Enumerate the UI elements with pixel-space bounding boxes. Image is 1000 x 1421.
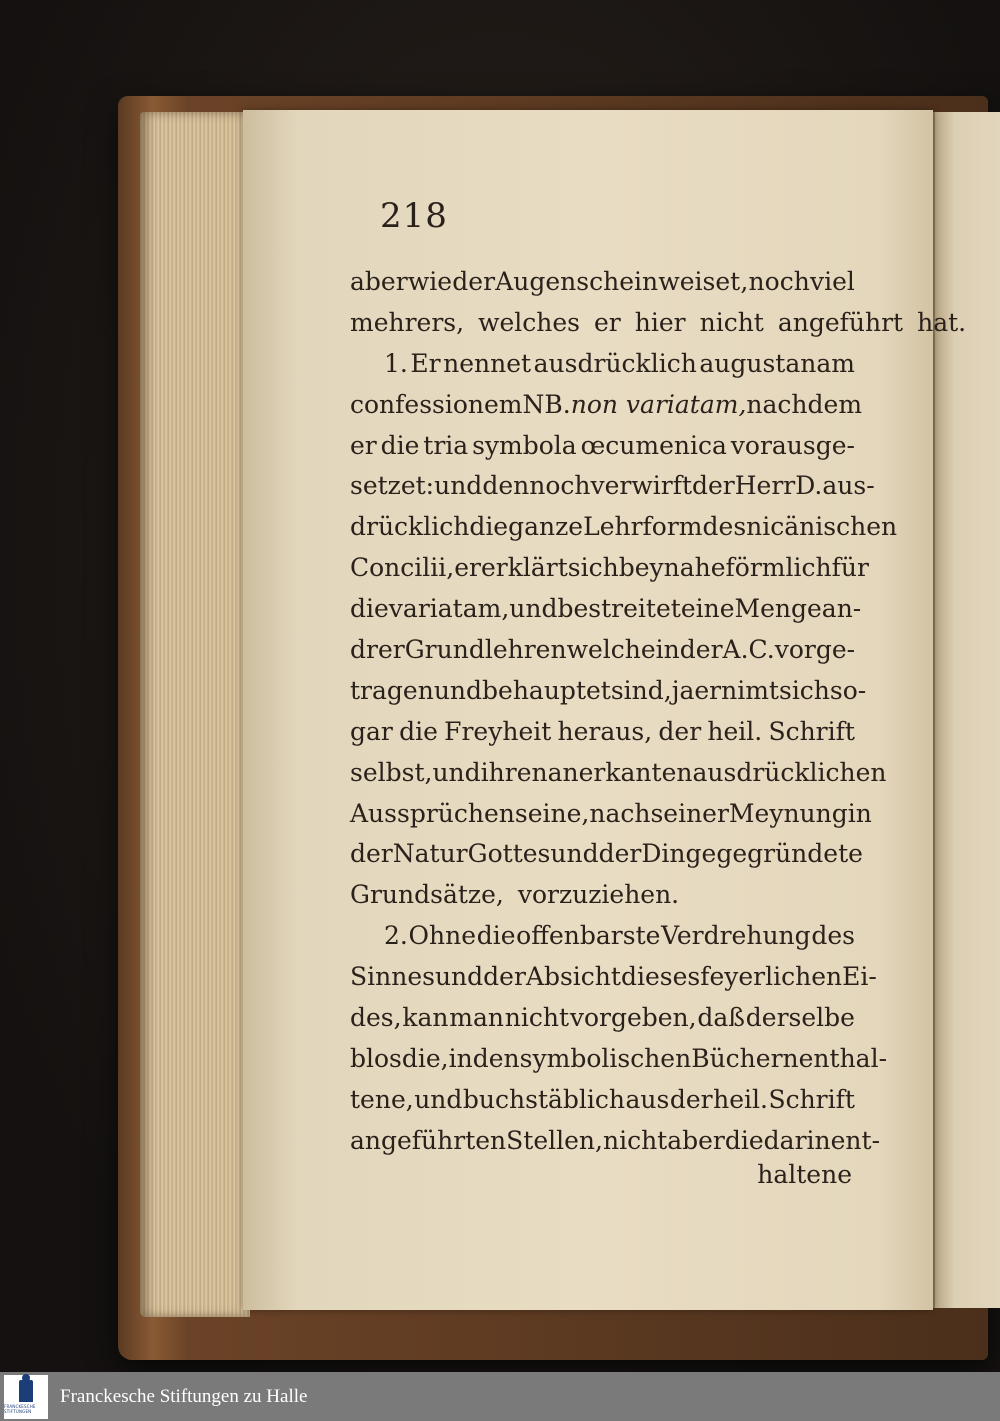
word: die: [399, 716, 438, 746]
logo-mark-icon: [19, 1380, 33, 1402]
word: aus: [625, 1084, 670, 1114]
word: confessionem: [350, 389, 523, 419]
word: vorausge-: [730, 430, 855, 460]
word: Dinge: [641, 839, 717, 869]
word: anerkanten: [547, 757, 693, 787]
text-line: [350, 834, 863, 875]
word: er: [454, 553, 481, 583]
word: Meynung: [728, 798, 848, 828]
word: tene,: [350, 1084, 414, 1114]
word: die,: [401, 1043, 449, 1073]
text-line: [350, 753, 887, 794]
word: und: [414, 1084, 463, 1114]
word: Ei-: [842, 962, 877, 992]
word: daß: [697, 1003, 745, 1033]
logo-text: FRANCKESCHE STIFTUNGEN: [4, 1403, 36, 1414]
word: bestreitet: [557, 594, 681, 624]
word: enthal-: [798, 1043, 888, 1073]
text-line: [350, 671, 867, 712]
word: feyerlichen: [700, 962, 843, 992]
word: nennet: [443, 348, 532, 378]
word: seine,: [514, 798, 590, 828]
word: der: [692, 471, 735, 501]
word: selbst,: [350, 757, 433, 787]
word: drücklich: [350, 512, 470, 542]
text-line: [350, 998, 855, 1039]
word: ausdrücklichen: [692, 757, 887, 787]
word: nicht: [602, 1125, 668, 1155]
word: seiner: [650, 798, 729, 828]
word: variatam,: [388, 594, 510, 624]
text-line: [350, 548, 869, 589]
word: der: [679, 635, 723, 665]
word: an-: [821, 594, 862, 624]
word: symbola: [472, 430, 577, 460]
text-line: [350, 385, 863, 426]
word: angeführt: [777, 307, 904, 337]
word: nimt: [721, 675, 779, 705]
word: nicht: [699, 307, 764, 337]
word: non variatam,: [570, 389, 747, 419]
word: heil.: [713, 1084, 768, 1114]
word: viel: [810, 267, 855, 296]
word: Aussprüchen: [350, 798, 515, 828]
word: die: [380, 430, 420, 460]
word: der: [658, 716, 702, 746]
word: derselbe: [745, 1003, 855, 1033]
word: heil.: [707, 716, 763, 746]
word: Natur: [392, 839, 468, 869]
word: 2.: [384, 921, 408, 951]
word: Herr: [734, 471, 796, 501]
word: des: [702, 512, 747, 542]
word: Lehrform: [583, 512, 703, 542]
word: Verdrehung: [661, 921, 811, 951]
word: nicänischen: [746, 512, 898, 542]
page-edges: [140, 112, 250, 1317]
word: die: [724, 1125, 764, 1155]
word: ihren: [480, 757, 548, 787]
text-line: [350, 1080, 855, 1121]
word: vorge-: [774, 635, 856, 665]
text-line: [350, 1121, 881, 1162]
word: sind,: [610, 675, 672, 705]
word: nachdem: [746, 389, 863, 419]
word: ja: [671, 675, 695, 705]
word: beynahe: [618, 553, 726, 583]
word: die: [476, 921, 516, 951]
word: Er: [410, 348, 441, 378]
word: er: [694, 675, 722, 705]
word: hier: [634, 307, 686, 337]
word: man: [449, 1003, 505, 1033]
word: in: [448, 1043, 473, 1073]
word: wie: [407, 267, 453, 296]
text-line: [350, 794, 872, 835]
word: mehrers,: [350, 307, 465, 337]
word: ausdrücklich: [533, 348, 697, 378]
word: Ohne: [408, 921, 477, 951]
word: dennoch: [482, 471, 591, 501]
word: nicht: [504, 1003, 570, 1033]
word: ganze: [508, 512, 584, 542]
text-line: [350, 426, 855, 467]
word: darin: [763, 1125, 831, 1155]
page-number: 218: [380, 196, 448, 236]
word: Freyheit: [444, 716, 552, 746]
word: welche: [566, 635, 656, 665]
word: angeführten: [350, 1125, 507, 1155]
text-line: [350, 630, 855, 671]
word: NB.: [522, 389, 571, 419]
word: für: [831, 553, 869, 583]
word: hat.: [917, 307, 967, 337]
word: nach: [589, 798, 651, 828]
facing-page-edge: [933, 112, 1000, 1308]
footer-bar: [0, 1372, 1000, 1421]
word: so-: [829, 675, 867, 705]
word: welches: [478, 307, 580, 337]
word: und: [550, 839, 599, 869]
word: offenbarste: [516, 921, 661, 951]
word: der: [669, 1084, 713, 1114]
word: die: [350, 594, 389, 624]
word: in: [655, 635, 680, 665]
word: Menge: [734, 594, 822, 624]
word: der: [350, 839, 393, 869]
word: er: [350, 430, 377, 460]
word: setzet:: [350, 471, 435, 501]
word: und: [433, 675, 483, 705]
word: vorzuziehen.: [517, 880, 680, 910]
word: 1.: [384, 348, 408, 378]
word: Concilii,: [350, 553, 455, 583]
text-line: [350, 916, 855, 957]
word: und: [434, 962, 484, 992]
word: der: [598, 839, 642, 869]
word: aber: [667, 1125, 725, 1155]
word: œcumenica: [580, 430, 727, 460]
word: Gottes: [467, 839, 551, 869]
catchword: haltene: [757, 1160, 852, 1189]
word: vorgeben,: [569, 1003, 697, 1033]
word: tria: [423, 430, 469, 460]
footer-title: Franckesche Stiftungen zu Halle: [60, 1385, 308, 1407]
word: und: [509, 594, 558, 624]
word: die: [469, 512, 509, 542]
word: förmlich: [725, 553, 832, 583]
word: ,: [740, 267, 749, 296]
text-line: [350, 1039, 888, 1080]
institution-logo[interactable]: [4, 1375, 48, 1419]
word: verwirft: [590, 471, 692, 501]
word: C.: [748, 635, 775, 665]
word: Stellen,: [506, 1125, 603, 1155]
word: blos: [350, 1043, 402, 1073]
word: Grundsätze,: [350, 880, 504, 910]
word: Grundlehren: [404, 635, 567, 665]
word: Sinnes: [350, 962, 435, 992]
word: aber: [350, 267, 408, 296]
word: des,: [350, 1003, 402, 1033]
word: symbolischen: [519, 1043, 692, 1073]
page-text-block: [350, 262, 967, 1162]
text-line: [350, 712, 855, 753]
word: gar: [350, 716, 393, 746]
word: eine: [680, 594, 735, 624]
word: Büchern: [691, 1043, 799, 1073]
word: augustanam: [699, 348, 855, 378]
word: dieses: [620, 962, 701, 992]
word: D.: [795, 471, 823, 501]
word: A.: [722, 635, 749, 665]
text-line: [350, 466, 875, 507]
word: des: [811, 921, 855, 951]
word: buchstäblich: [462, 1084, 625, 1114]
word: der: [483, 962, 526, 992]
word: weiset: [658, 267, 741, 296]
word: er: [594, 307, 621, 337]
word: drer: [350, 635, 405, 665]
word: kan: [402, 1003, 449, 1033]
text-line: [350, 957, 877, 998]
word: noch: [748, 267, 810, 296]
word: Absicht: [525, 962, 621, 992]
word: behauptet: [482, 675, 611, 705]
word: heraus,: [557, 716, 653, 746]
word: den: [472, 1043, 520, 1073]
text-line: [350, 875, 855, 916]
text-line: [350, 589, 862, 630]
text-line: [350, 262, 855, 303]
word: Schrift: [768, 1084, 855, 1114]
word: ent-: [830, 1125, 881, 1155]
word: und: [432, 757, 481, 787]
word: in: [847, 798, 872, 828]
word: und: [434, 471, 483, 501]
word: tragen: [350, 675, 434, 705]
word: der: [452, 267, 496, 296]
word: Schrift: [768, 716, 855, 746]
text-line: [350, 507, 898, 548]
word: aus-: [822, 471, 875, 501]
text-line: [350, 344, 855, 385]
word: sich: [778, 675, 830, 705]
word: erklärt: [480, 553, 568, 583]
word: Augenschein: [495, 267, 659, 296]
text-line: [350, 303, 967, 344]
word: sich: [567, 553, 619, 583]
word: gegründete: [716, 839, 863, 869]
